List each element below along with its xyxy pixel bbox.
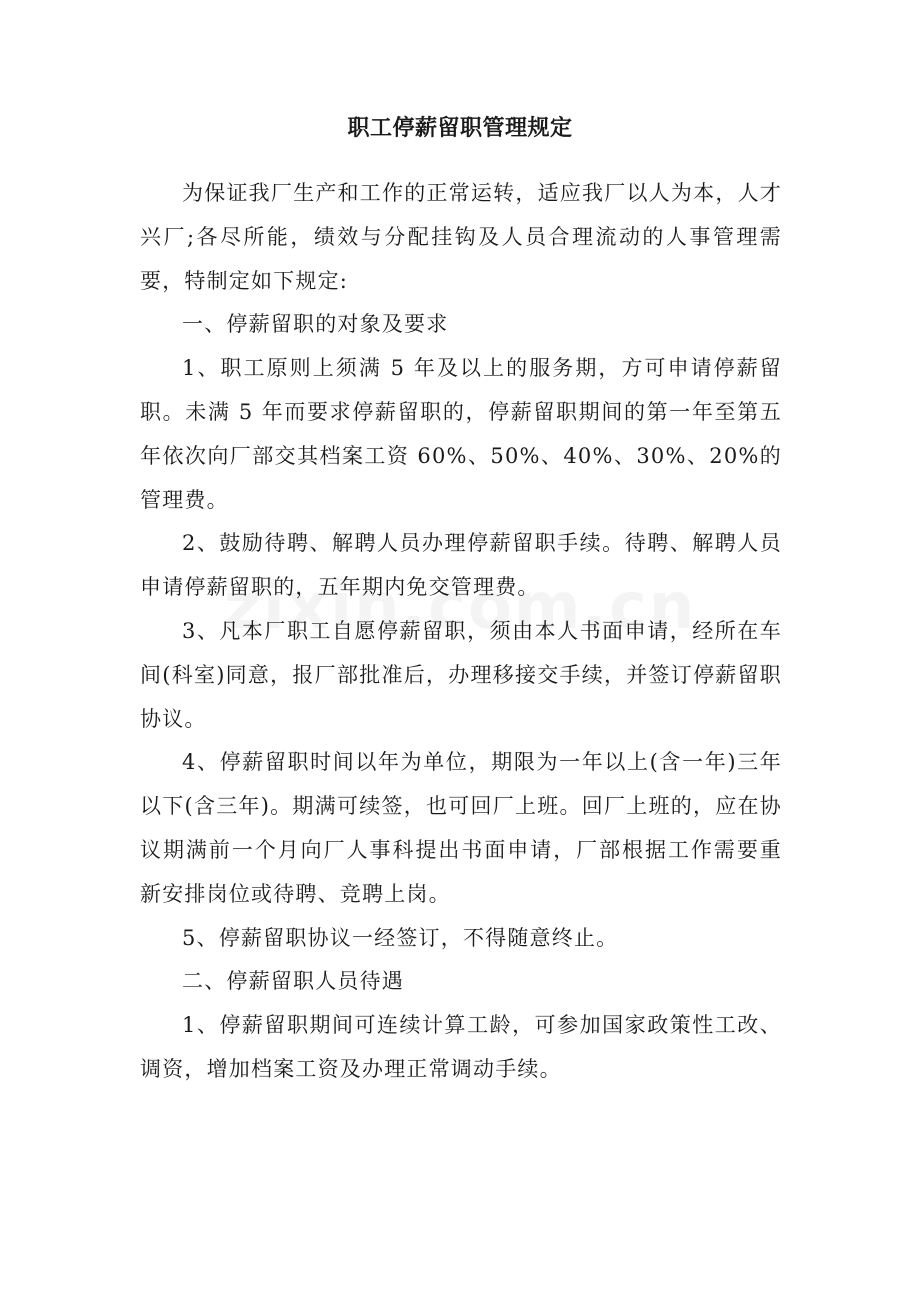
clause-1-3: 3、凡本厂职工自愿停薪留职，须由本人书面申请，经所在车间(科室)同意，报厂部批准后，办理移接交手续，并签订停薪留职协议。 xyxy=(140,618,782,731)
document-body xyxy=(140,172,782,1092)
section-heading-2: 二、停薪留职人员待遇 xyxy=(182,969,404,994)
clause-2-1: 1、停薪留职期间可连续计算工龄，可参加国家政策性工改、调资，增加档案工资及办理正常调动手续。 xyxy=(140,1013,782,1081)
clause-1-5: 5、停薪留职协议一经签订，不得随意终止。 xyxy=(182,925,619,950)
section-heading-1: 一、停薪留职的对象及要求 xyxy=(182,312,449,337)
document-title: 职工停薪留职管理规定 xyxy=(347,115,573,141)
intro-paragraph: 为保证我厂生产和工作的正常运转，适应我厂以人为本，人才兴厂;各尽所能，绩效与分配挂钩及人员合理流动的人事管理需要，特制定如下规定: xyxy=(140,181,782,293)
clause-1-1: 1、职工原则上须满 5 年及以上的服务期，方可申请停薪留职。未满 5 年而要求停薪留职的，停薪留职期间的第一年至第五年依次向厂部交其档案工资 60%、50%、40%、30%、20%的管理费。 xyxy=(140,356,782,512)
clause-1-4: 4、停薪留职时间以年为单位，期限为一年以上(含一年)三年以下(含三年)。期满可续签，也可回厂上班。回厂上班的，应在协议期满前一个月向厂人事科提出书面申请，厂部根据工作需要重新安排岗位或待聘、竞聘上岗。 xyxy=(140,750,782,906)
clause-1-2: 2、鼓励待聘、解聘人员办理停薪留职手续。待聘、解聘人员申请停薪留职的，五年期内免交管理费。 xyxy=(140,531,782,600)
